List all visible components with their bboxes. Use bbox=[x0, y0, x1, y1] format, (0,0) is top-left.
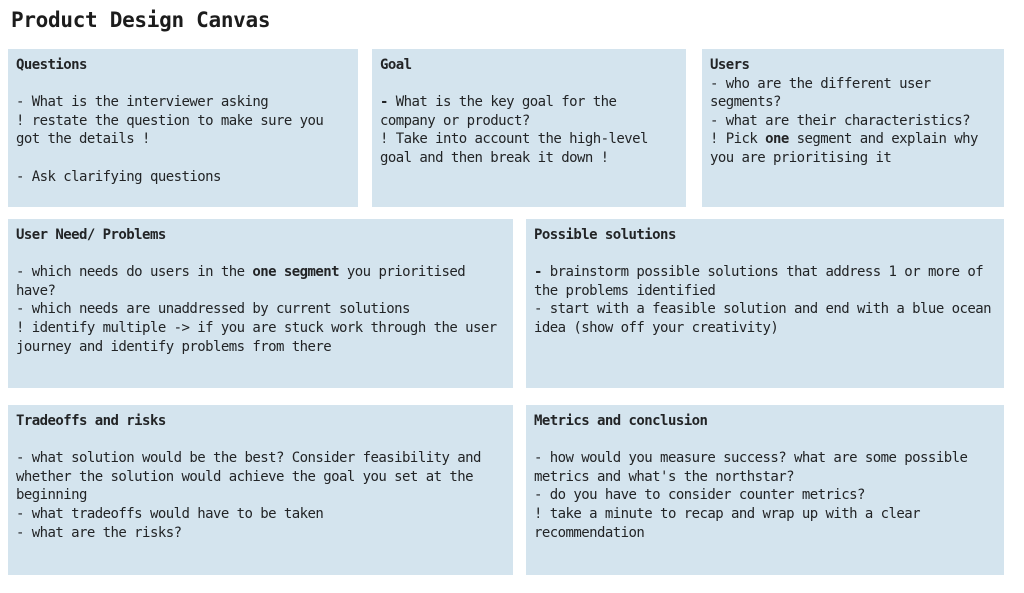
user-needs-card bbox=[8, 219, 513, 388]
card-text: brainstorm possible solutions that address 1 or more of the problems identified bbox=[534, 264, 991, 299]
card-line bbox=[710, 130, 996, 167]
card-line: - what are their characteristics? bbox=[710, 112, 970, 129]
card-line bbox=[534, 263, 996, 300]
card-line: - which needs are unaddressed by current solutions bbox=[16, 301, 410, 318]
card-line bbox=[380, 93, 678, 130]
card-text: ! Pick bbox=[710, 131, 766, 148]
card-line: - do you have to consider counter metrics? bbox=[534, 487, 865, 504]
card-line: - Ask clarifying questions bbox=[16, 168, 221, 185]
card-line: ! Take into account the high-level goal and then break it down ! bbox=[380, 131, 656, 166]
card-line: - who are the different user segments? bbox=[710, 75, 939, 111]
blank-line bbox=[16, 149, 350, 168]
users-card bbox=[702, 49, 1004, 207]
card-title: Users bbox=[710, 57, 750, 73]
card-line: - what solution would be the best? Consider feasibility and whether the solution would achieve the goal you set at the beginning bbox=[16, 450, 489, 504]
bold-text: one segment bbox=[252, 264, 340, 281]
bold-text: - bbox=[380, 94, 388, 111]
page-title: Product Design Canvas bbox=[11, 8, 271, 32]
card-text: - which needs do users in the bbox=[16, 264, 253, 281]
card-text: What is the key goal for the company or product? bbox=[380, 94, 625, 129]
bold-text: one bbox=[765, 131, 789, 148]
card-title: Metrics and conclusion bbox=[534, 413, 708, 429]
card-line bbox=[16, 263, 505, 300]
card-text: you prioritised have? bbox=[16, 264, 473, 299]
card-title: Questions bbox=[16, 57, 87, 73]
card-line: ! take a minute to recap and wrap up with a clear recommendation bbox=[534, 505, 928, 541]
bold-text: - bbox=[534, 264, 542, 281]
card-text: segment and explain why you are prioritising it bbox=[710, 131, 986, 166]
card-title: Goal bbox=[380, 57, 412, 73]
card-line: - how would you measure success? what are some possible metrics and what's the northstar? bbox=[534, 450, 976, 485]
card-title: Possible solutions bbox=[534, 227, 676, 243]
tradeoffs-card bbox=[8, 405, 513, 575]
card-line: - What is the interviewer asking bbox=[16, 94, 269, 111]
possible-solutions-card bbox=[526, 219, 1004, 388]
card-line: - start with a feasible solution and end with a blue ocean idea (show off your creativity) bbox=[534, 301, 999, 336]
card-line: ! identify multiple -> if you are stuck work through the user journey and identify problems from there bbox=[16, 319, 505, 355]
card-line: - what are the risks? bbox=[16, 524, 182, 541]
card-line: - what tradeoffs would have to be taken bbox=[16, 505, 324, 522]
card-line: ! restate the question to make sure you got the details ! bbox=[16, 112, 332, 148]
metrics-card bbox=[526, 405, 1004, 575]
questions-card bbox=[8, 49, 358, 207]
card-title: Tradeoffs and risks bbox=[16, 413, 166, 429]
card-title: User Need/ Problems bbox=[16, 227, 166, 243]
goal-card bbox=[372, 49, 686, 207]
